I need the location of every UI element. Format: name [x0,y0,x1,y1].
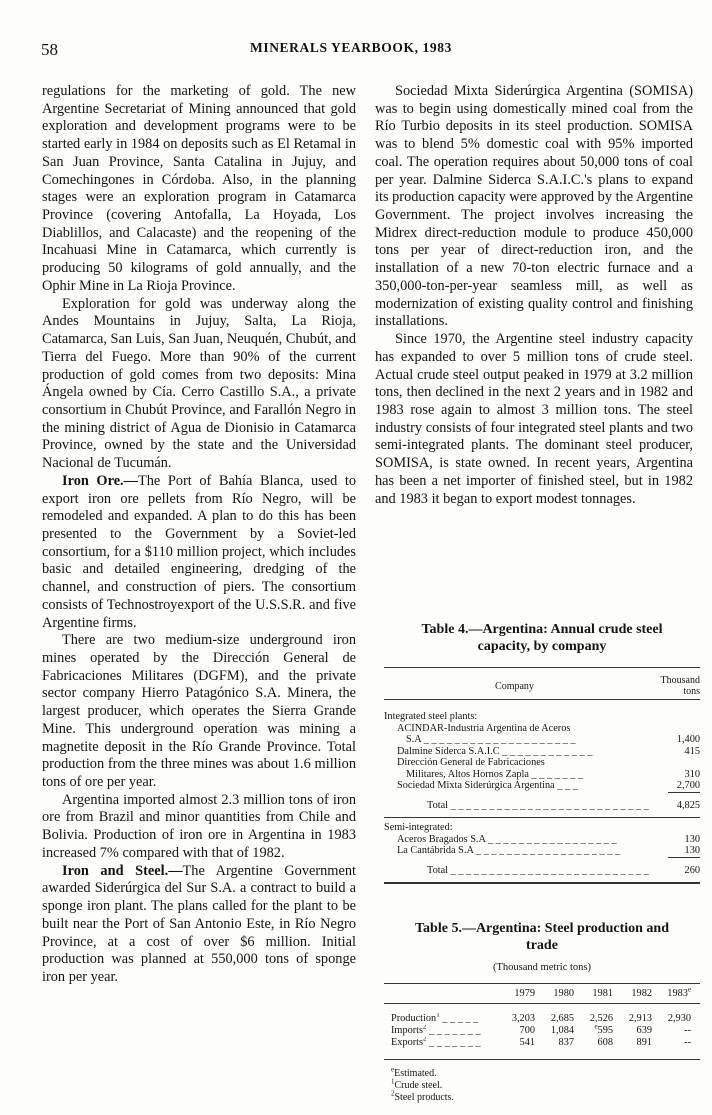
footnote: $^e$Estimated. [391,1065,437,1079]
row-value: 130 [684,833,700,845]
section-heading-iron-ore: Iron Ore. [62,472,124,489]
cell: -- [684,1025,691,1036]
paragraph: There are two medium-size underground iron mines operated by the Dirección General de Fabricaciones Militares (DGFM), and the private sector company Hierro Patagónico S.A. Minera, the largest producer, which operates the Sierra Grande Mine. This underground operation was mining a magnetite deposit in the Río Grande Province. Total production from the three mines was about 1.6 million tons of ore per year. [42,632,356,791]
table-title-line: Table 5.—Argentina: Steel production and [415,921,669,936]
unit-line: tons [683,686,700,697]
row-value: 1,400 [676,734,700,745]
cell: 2,930 [667,1013,691,1024]
table-bottom-rule [384,882,700,884]
total-value: 4,825 [676,799,700,811]
cell: 837 [558,1037,574,1048]
running-head: MINERALS YEARBOOK, 1983 [250,40,452,55]
table-row [384,769,700,781]
table-5 [384,920,700,1104]
table-4-title [384,621,700,655]
table-row [384,723,700,735]
paragraph-text: The Argentine Government awarded Siderúrgica del Sur S.A. a contract to build a sponge iron plant. The plans called for the plant to be built near the Port of San Antonio Este, in Río Negro Province, at a cost of over $6 million. Initial production was planned at 550,000 tons of sponge iron per year. [42,862,356,985]
header-spacer [384,988,496,999]
row-label: Militares, Altos Hornos Zapla _ _ _ _ _ _ _ [406,768,584,780]
left-column [42,83,356,987]
page-number: 58 [41,40,58,59]
paragraph: Argentina imported almost 2.3 million tons of iron ore from Brazil and minor quantities from Chile and Bolivia. Production of iron ore in Argentina in 1983 increased 7% compared with that of 1982. [42,791,356,861]
table-4-header [384,667,700,700]
cell: 2,526 [589,1013,613,1024]
table-title-line: Table 4.—Argentina: Annual crude steel [421,622,663,637]
paragraph: Sociedad Mixta Siderúrgica Argentina (SOMISA) was to begin using domestically mined coal from the Río Turbio deposits in its steel production. SOMISA was to blend 5% domestic coal with 95% imported coal. The operation requires about 50,000 tons of coal per year. Dalmine Siderca S.A.I.C.'s plans to expand its production capacity were approved by the Argentine Government. The project involves increasing the Midrex direct-reduction module to produce 450,000 tons per year of direct-reduction iron, and the installation of a new 70-ton electric furnace and a 350,000-ton-per-year seamless mill, as well as modernization of existing quality control and finishing installations. [375,83,693,330]
table-row [384,845,700,857]
table-row [384,757,700,769]
cell: $^e$595 [594,1022,613,1036]
row-value: 2,700 [676,780,700,791]
row-label: Imports$^2$ _ _ _ _ _ _ _ [391,1025,481,1036]
paragraph-iron-steel [42,863,356,987]
table-5-title [384,920,700,954]
row-label: S.A _ _ _ _ _ _ _ _ _ _ _ _ _ _ _ _ _ _ _ _ [406,734,576,745]
table-row [384,822,700,834]
row-value: 310 [684,768,700,780]
table-5-footnotes [384,1059,700,1104]
total-label: Total _ _ _ _ _ _ _ _ _ _ _ _ _ _ _ _ _ _ _ _ _ _ _ _ _ _ [427,799,649,811]
table-row [384,711,700,723]
column-header-year: 1981 [592,988,613,999]
heading-dash: — [123,472,138,489]
row-value: 415 [684,745,700,757]
table-4-body [384,711,700,884]
row-label: Dalmine Siderca S.A.I.C _ _ _ _ _ _ _ _ _ _ _ _ [397,745,593,757]
table-5-body [384,1013,700,1049]
unit-line: Thousand [660,675,700,686]
heading-dash: — [168,862,183,879]
row-label: Dirección General de Fabricaciones [397,757,545,768]
row-value: 130 [684,845,700,856]
column-header-unit [645,675,700,697]
footnote: $^1$Crude steel. [391,1077,443,1091]
column-header-year: 1980 [553,988,574,999]
cell: 608 [597,1037,613,1048]
table-title-line: trade [526,938,558,953]
cell: -- [684,1037,691,1048]
column-header-year: 1982 [631,988,652,999]
table-title-line: capacity, by company [477,639,607,654]
cell: 891 [636,1037,652,1048]
group-label: Semi-integrated: [384,822,453,833]
group-label: Integrated steel plants: [384,711,478,722]
cell: 2,685 [550,1013,574,1024]
table-row [384,1013,700,1025]
table-5-subtitle: (Thousand metric tons) [493,962,591,973]
footnote: $^2$Steel products. [391,1089,454,1103]
table-5-header [384,983,700,1004]
cell: 541 [519,1037,535,1048]
total-value: 260 [684,864,700,876]
paragraph: Exploration for gold was underway along the Andes Mountains in Jujuy, Salta, La Rioja, Catamarca, San Luis, San Juan, Neuquén, Chubút, and Tierra del Fuego. More than 90% of the current production of gold comes from two deposits: Mina Ángela owned by Cía. Cerro Castillo S.A., a private consortium in Chubút Province, and Farallón Negro in the mining district of Agua de Dionisio in Catamarca Province, owned by the state and the Universidad Nacional de Tucumán. [42,295,356,472]
paragraph-iron-ore [42,473,356,632]
row-label: Aceros Bragados S.A _ _ _ _ _ _ _ _ _ _ _ _ _ _ _ _ _ [397,833,617,845]
row-label: Sociedad Mixta Siderúrgica Argentina _ _ _ [397,780,578,791]
cell: 1,084 [550,1025,574,1036]
row-label: ACINDAR-Industria Argentina de Aceros [397,722,571,734]
table-row [384,1022,700,1037]
table-total-row [384,865,700,877]
cell: 2,913 [628,1013,652,1024]
cell: 700 [519,1025,535,1036]
table-row [384,746,700,758]
table-total-row [384,800,700,812]
cell: 3,203 [511,1013,535,1024]
subtotal-rule [668,792,700,793]
table-row [384,834,700,846]
row-label: La Cantábrida S.A _ _ _ _ _ _ _ _ _ _ _ _ _ _ _ _ _ _ _ [397,845,621,856]
paragraph: Since 1970, the Argentine steel industry capacity has expanded to over 5 million tons of crude steel. Actual crude steel output peaked in 1979 at 3.2 million tons, then declined in the next 2 years and in 1982 and 1983 rose again to almost 3 million tons. The steel industry consists of four integrated steel plants and two semi-integrated plants. The dominant steel producer, SOMISA, is state owned. In recent years, Argentina has been a net importer of finished steel, but in 1982 and 1983 it began to export modest tonnages. [375,331,693,507]
row-label: Production$^1$ _ _ _ _ _ [391,1013,479,1024]
table-row [384,734,700,746]
table-row [384,1037,700,1049]
column-header-year: 1983e [667,985,691,999]
column-header-company: Company [495,681,534,692]
section-heading-iron-steel: Iron and Steel. [62,862,169,879]
total-label: Total _ _ _ _ _ _ _ _ _ _ _ _ _ _ _ _ _ _ _ _ _ _ _ _ _ _ [427,864,649,876]
table-row [384,780,700,792]
table-4 [384,621,700,884]
cell: 639 [636,1025,652,1036]
table-divider [384,817,700,818]
paragraph-text: The Port of Bahía Blanca, used to export iron ore pellets from Río Negro, will be remodeled and expanded. A plan to do this has been presented to the Government by a Soviet-led consortium, for a $110 million project, which includes basic and detailed engineering, dredging of the channel, and construction of piers. The consortium consists of Technostroyexport of the U.S.S.R. and five Argentine firms. [42,472,356,631]
paragraph: regulations for the marketing of gold. The new Argentine Secretariat of Mining announced that gold exploration and development programs were to be started early in 1984 on deposits such as El Retamal in San Juan Province, Santa Catalina in Jujuy, and Comechingones in Córdoba. Also, in the planning stages were an exploration program in Catamarca Province (covering Antofalla, La Hoyada, Los Diablillos, and Calacaste) and the reopening of the Incahuasi Mine in Catamarca, which currently is producing 50 kilograms of gold annually, and the Ophir Mine in La Rioja Province. [42,83,356,294]
right-column [375,83,693,508]
column-header-year: 1979 [514,988,535,999]
row-label: Exports$^2$ _ _ _ _ _ _ _ [391,1037,481,1048]
subtotal-rule [668,857,700,858]
